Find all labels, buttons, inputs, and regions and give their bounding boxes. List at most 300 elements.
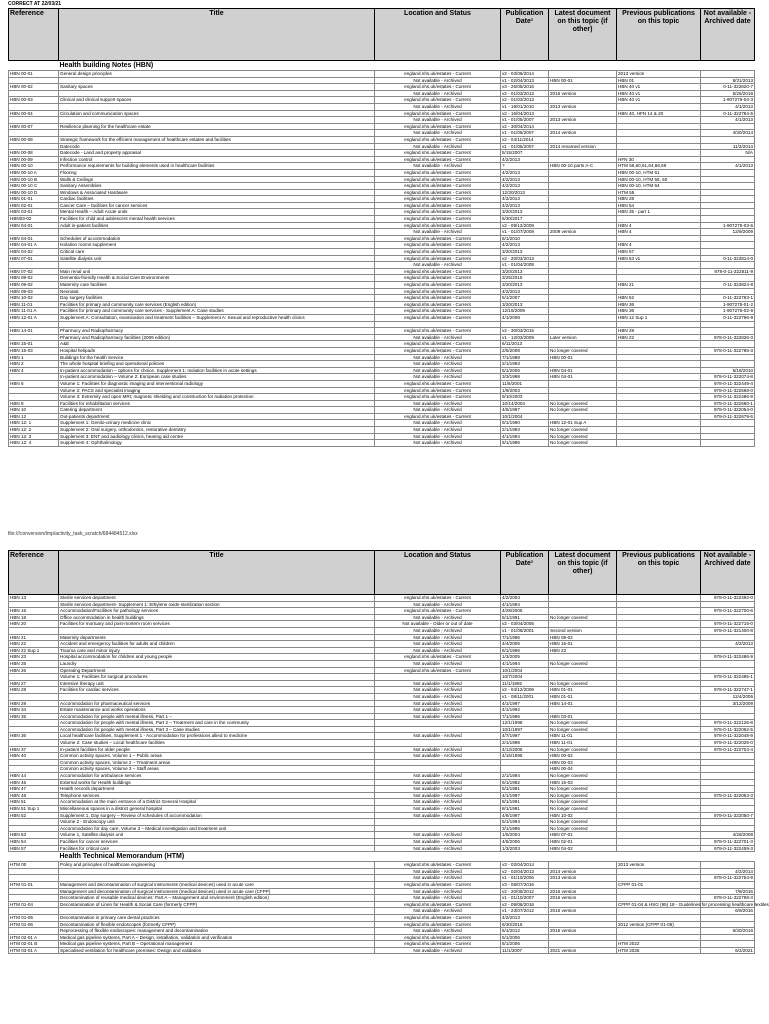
- cell-title: Accommodation for people with mental illness, Part 2 – Treatment and care in the community: [59, 720, 375, 727]
- cell-location: england.nhs.uk/estates - Current: [375, 84, 501, 91]
- cell-title: In-patient facilities for older people: [59, 746, 375, 753]
- cell-latest: 2013 version: [549, 103, 617, 110]
- cell-title: Decontamination of flexible endoscopes (formerly CFPP): [59, 921, 375, 928]
- cell-previous: [617, 341, 701, 348]
- cell-latest: No longer covered: [549, 825, 617, 832]
- cell-pubdate: 4/5/2006: [501, 838, 549, 845]
- cell-reference: HTM 01-05: [9, 914, 59, 921]
- cell-location: Not available - Archived: [375, 614, 501, 621]
- cell-latest: HBN 00-01: [549, 354, 617, 361]
- cell-location: Not available - Archived: [375, 407, 501, 414]
- cell-reference: HTM 01-06: [9, 921, 59, 928]
- cell-location: england.nhs.uk/estates - Current: [375, 209, 501, 216]
- cell-previous: [617, 150, 701, 157]
- cell-location: england.nhs.uk/estates - Current: [375, 881, 501, 888]
- cell-latest: [549, 288, 617, 295]
- cell-notavail: 7/8/2016: [701, 888, 755, 895]
- cell-notavail: 0-11-322784-5: [701, 110, 755, 117]
- cell-location: england.nhs.uk/estates - Current: [375, 387, 501, 394]
- cell-pubdate: v1 - 01/05/2007: [501, 143, 549, 150]
- cell-notavail: [701, 934, 755, 941]
- cell-reference: HBN 07-02: [9, 268, 59, 275]
- cell-location: england.nhs.uk/estates - Current: [375, 255, 501, 262]
- cell-pubdate: v2 - 30/03/2015: [501, 328, 549, 335]
- cell-notavail: [701, 713, 755, 720]
- cell-pubdate: 4/1/1992: [501, 707, 549, 714]
- cell-pubdate: 6/30/2017: [501, 216, 549, 223]
- cell-latest: No longer covered: [549, 720, 617, 727]
- cell-latest: [549, 156, 617, 163]
- table-row: [9, 136, 755, 143]
- cell-previous: [617, 621, 701, 628]
- cell-reference: [9, 740, 59, 747]
- cell-title: Specialised ventilation for healthcare premises: Design and validation: [59, 947, 375, 954]
- cell-notavail: 978-0-11-322486-9: [701, 654, 755, 661]
- cell-location: england.nhs.uk/estates - Current: [375, 595, 501, 602]
- cell-reference: [9, 321, 59, 328]
- cell-notavail: [701, 634, 755, 641]
- cell-title: Common activity spaces, Volume 1 – Public areas: [59, 753, 375, 760]
- cell-location: Not available - Archived: [375, 947, 501, 954]
- cell-location: england.nhs.uk/estates - Current: [375, 667, 501, 674]
- cell-title: [59, 130, 375, 137]
- table-row: [9, 103, 755, 110]
- cell-previous: [617, 654, 701, 661]
- cell-latest: [549, 295, 617, 302]
- cell-notavail: [701, 189, 755, 196]
- cell-notavail: 978-0-11-322050-7: [701, 812, 755, 819]
- cell-title: Performance requirements for building elements used in healthcare facilities: [59, 163, 375, 170]
- cell-previous: [617, 614, 701, 621]
- cell-notavail: [701, 169, 755, 176]
- cell-reference: HBN 00-10 B: [9, 176, 59, 183]
- table-row: [9, 921, 755, 928]
- cell-title: Supplement 1, Day surgery – Review of schedules of accommodation: [59, 812, 375, 819]
- cell-notavail: 978-0-11-322747-1: [701, 687, 755, 694]
- cell-reference: HBN 00-08: [9, 150, 59, 157]
- table-row: [9, 341, 755, 348]
- cell-reference: HBN 00-08: [9, 136, 59, 143]
- cell-latest: [549, 123, 617, 130]
- cell-reference: HTM 01-01: [9, 881, 59, 888]
- cell-reference: HBN 12: 1: [9, 420, 59, 427]
- cell-pubdate: v3 - 02/04/2014: [501, 862, 549, 869]
- cell-notavail: [701, 71, 755, 78]
- cell-reference: HBN 00-10 C: [9, 183, 59, 190]
- cell-location: Not available - Archived: [375, 143, 501, 150]
- cell-latest: HBN 04-02: [549, 845, 617, 852]
- cell-location: Not available - Archived: [375, 693, 501, 700]
- table-row: [9, 150, 755, 157]
- cell-reference: [9, 262, 59, 269]
- cell-location: Not available - Archived: [375, 792, 501, 799]
- cell-pubdate: v2 - 02/04/2013: [501, 868, 549, 875]
- table-row: [9, 308, 755, 315]
- cell-reference: HBN 22 Sup 1: [9, 647, 59, 654]
- table-row: [9, 413, 755, 420]
- cell-reference: HBN 04-01: [9, 222, 59, 229]
- cell-notavail: 978-0-11-322704-4: [701, 746, 755, 753]
- cell-latest: [549, 901, 617, 908]
- cell-pubdate: 11/1/2007: [501, 947, 549, 954]
- cell-pubdate: [501, 766, 549, 773]
- cell-pubdate: v1 - 19/01/2010: [501, 103, 549, 110]
- cell-location: england.nhs.uk/estates - Current: [375, 308, 501, 315]
- cell-pubdate: v1 - 08/11/2001: [501, 693, 549, 700]
- cell-pubdate: 4/4/2005: [501, 641, 549, 648]
- cell-title: Flooring: [59, 169, 375, 176]
- cell-location: Not available - Archived: [375, 361, 501, 368]
- cell-previous: HBN 35 - part 1: [617, 209, 701, 216]
- cell-previous: [617, 693, 701, 700]
- cell-previous: [617, 868, 701, 875]
- cell-pubdate: v1 - 23/07/2012: [501, 908, 549, 915]
- table-row: [9, 321, 755, 328]
- cell-location: Not available - Archived: [375, 838, 501, 845]
- table-row: [9, 347, 755, 354]
- cell-title: Policy and principles of healthcare engineering: [59, 862, 375, 869]
- cell-pubdate: v1 - 01/10/2007: [501, 895, 549, 902]
- cell-latest: HBN 01-01: [549, 687, 617, 694]
- cell-location: Not available - Archived: [375, 660, 501, 667]
- cell-title: Neonatal: [59, 288, 375, 295]
- cell-reference: HBN 00-03: [9, 97, 59, 104]
- table-row: [9, 693, 755, 700]
- cell-previous: [617, 420, 701, 427]
- cell-latest: Later version: [549, 334, 617, 341]
- table-row: [9, 202, 755, 209]
- cell-reference: HBN 57: [9, 845, 59, 852]
- cell-latest: 2014 renamed version: [549, 143, 617, 150]
- cell-title: Datecode - Land and property appraisal: [59, 150, 375, 157]
- cell-latest: [549, 601, 617, 608]
- cell-location: Not available - Archived: [375, 832, 501, 839]
- cell-location: england.nhs.uk/estates - Current: [375, 394, 501, 401]
- cell-pubdate: 8/1/1991: [501, 806, 549, 813]
- cell-latest: [549, 268, 617, 275]
- table-row: [9, 334, 755, 341]
- cell-title: Management and decontamination of surgical instruments (medical devices) used in acute care (CFPP): [59, 888, 375, 895]
- cell-latest: HBN 10-02: [549, 812, 617, 819]
- cell-previous: [617, 680, 701, 687]
- cell-previous: HBN 4: [617, 222, 701, 229]
- cell-latest: 2016 version: [549, 895, 617, 902]
- cell-latest: Second version: [549, 627, 617, 634]
- cell-reference: HBN 04-02: [9, 249, 59, 256]
- cell-location: england.nhs.uk/estates - Current: [375, 380, 501, 387]
- cell-location: england.nhs.uk/estates - Current: [375, 934, 501, 941]
- cell-notavail: [701, 328, 755, 335]
- cell-pubdate: v3 - 25/05/2016: [501, 84, 549, 91]
- cell-notavail: [701, 766, 755, 773]
- cell-title: Strategic framework for the efficient management of healthcare estates and facilities: [59, 136, 375, 143]
- cell-title: [59, 875, 375, 882]
- cell-latest: [549, 361, 617, 368]
- cell-location: [375, 674, 501, 681]
- cell-reference: HBN 45: [9, 779, 59, 786]
- cell-latest: [549, 216, 617, 223]
- cell-previous: [617, 136, 701, 143]
- cell-previous: [617, 792, 701, 799]
- cell-notavail: 978-0-11-322449-4: [701, 380, 755, 387]
- cell-reference: HBN 00-01: [9, 71, 59, 78]
- cell-title: Adult in-patient facilities: [59, 222, 375, 229]
- table-row: [9, 595, 755, 602]
- table-row: [9, 786, 755, 793]
- cell-notavail: 0-11-322820-7: [701, 84, 755, 91]
- cell-title: [59, 229, 375, 236]
- cell-location: Not available - Archived: [375, 354, 501, 361]
- cell-latest: HBN 00-10 parts A-C: [549, 163, 617, 170]
- cell-reference: HBN 11-01: [9, 301, 59, 308]
- cell-previous: [617, 235, 701, 242]
- cell-location: Not available - Archived: [375, 753, 501, 760]
- cell-previous: [617, 268, 701, 275]
- table-row: [9, 687, 755, 694]
- cell-previous: [617, 354, 701, 361]
- header-latest: Latest document on this topic (if other): [549, 551, 617, 595]
- cell-pubdate: 4/1/1994: [501, 660, 549, 667]
- table-row: [9, 387, 755, 394]
- cell-latest: 2016 version: [549, 888, 617, 895]
- cell-pubdate: 4/7/1997: [501, 733, 549, 740]
- cell-title: Maternity care facilities: [59, 282, 375, 289]
- cell-title: Catering department: [59, 407, 375, 414]
- cell-title: Supplement 2: Oral surgery, orthodontics, restorative dentistry: [59, 427, 375, 434]
- cell-pubdate: 4/2/2013: [501, 183, 549, 190]
- cell-previous: HTM 56,60,61,64,66,69: [617, 163, 701, 170]
- table-row: [9, 726, 755, 733]
- cell-pubdate: 4/1/1997: [501, 700, 549, 707]
- table-row: [9, 806, 755, 813]
- cell-pubdate: 6/1/2012: [501, 928, 549, 935]
- cell-pubdate: 2/5/2008: [501, 347, 549, 354]
- cell-notavail: [701, 361, 755, 368]
- cell-previous: HBN 28: [617, 196, 701, 203]
- cell-title: Schedules of accommodation: [59, 235, 375, 242]
- cell-reference: [9, 766, 59, 773]
- cell-reference: HBN 00-09: [9, 156, 59, 163]
- cell-latest: No longer covered: [549, 440, 617, 447]
- cell-pubdate: 1/9/2003: [501, 387, 549, 394]
- table-row: [9, 799, 755, 806]
- cell-reference: HBN 53: [9, 832, 59, 839]
- cell-notavail: [701, 941, 755, 948]
- cell-reference: HBN 23: [9, 654, 59, 661]
- cell-location: england.nhs.uk/estates - Current: [375, 608, 501, 615]
- cell-location: Not available - Archived: [375, 420, 501, 427]
- table-row: [9, 868, 755, 875]
- cell-latest: [549, 242, 617, 249]
- cell-previous: [617, 713, 701, 720]
- cell-reference: HBN 48: [9, 792, 59, 799]
- cell-previous: [617, 875, 701, 882]
- cell-pubdate: 9/1/1990: [501, 420, 549, 427]
- cell-title: Cardiac facilities: [59, 196, 375, 203]
- cell-pubdate: v1 - 01/05/2007: [501, 130, 549, 137]
- cell-latest: HBN 15-03: [549, 779, 617, 786]
- cell-reference: [9, 674, 59, 681]
- cell-reference: [9, 759, 59, 766]
- cell-latest: HBN 04-01: [549, 374, 617, 381]
- cell-notavail: [701, 262, 755, 269]
- cell-notavail: 978-0-11-322074-8: [701, 374, 755, 381]
- cell-reference: HBN 36: [9, 733, 59, 740]
- cell-latest: No longer covered: [549, 680, 617, 687]
- cell-previous: [617, 440, 701, 447]
- cell-title: Resilience planning for the healthcare estate: [59, 123, 375, 130]
- cell-location: Not available - Archived: [375, 433, 501, 440]
- cell-location: Not available - Archived: [375, 875, 501, 882]
- table-row: [9, 209, 755, 216]
- cell-title: [59, 627, 375, 634]
- cell-notavail: 4/2/2013: [701, 641, 755, 648]
- cell-reference: HBN 13: [9, 595, 59, 602]
- cell-latest: [549, 707, 617, 714]
- cell-location: Not available - Archived: [375, 262, 501, 269]
- cell-latest: HBN 14-01: [549, 700, 617, 707]
- cell-notavail: 978-0-11-322054-0: [701, 407, 755, 414]
- table-row: [9, 812, 755, 819]
- cell-notavail: [701, 242, 755, 249]
- cell-location: Not available - Archived: [375, 647, 501, 654]
- document-table-1: [8, 8, 755, 447]
- cell-title: Volume 1: Facilities for surgical procedures: [59, 674, 375, 681]
- cell-notavail: 978-0-11-322826-3: [701, 334, 755, 341]
- cell-notavail: [701, 707, 755, 714]
- cell-notavail: [701, 341, 755, 348]
- table-row: [9, 90, 755, 97]
- cell-notavail: [701, 862, 755, 869]
- cell-latest: [549, 595, 617, 602]
- cell-previous: 2012 version (CFPP 01-06): [617, 921, 701, 928]
- cell-previous: [617, 394, 701, 401]
- cell-pubdate: 10/1/2004: [501, 667, 549, 674]
- cell-notavail: 11/3/2014: [701, 143, 755, 150]
- cell-previous: [617, 275, 701, 282]
- cell-previous: HBN 40 v1: [617, 90, 701, 97]
- cell-location: Not available - Archived: [375, 888, 501, 895]
- table-row: [9, 667, 755, 674]
- cell-title: Supplement 4: Ophthalmology: [59, 440, 375, 447]
- cell-latest: No longer covered: [549, 786, 617, 793]
- cell-previous: [617, 130, 701, 137]
- cell-notavail: [701, 773, 755, 780]
- cell-location: Not available - Archived: [375, 440, 501, 447]
- cell-notavail: N/A: [701, 150, 755, 157]
- header-location: Location and Status: [375, 551, 501, 595]
- cell-reference: HBN 37: [9, 746, 59, 753]
- cell-notavail: 1-907275-04-3: [701, 97, 755, 104]
- cell-latest: [549, 301, 617, 308]
- cell-previous: [617, 216, 701, 223]
- cell-previous: HBN 53 v1: [617, 255, 701, 262]
- cell-notavail: 978-0-11-321400-8: [701, 627, 755, 634]
- cell-reference: HBN 02-01: [9, 202, 59, 209]
- cell-notavail: [701, 914, 755, 921]
- cell-title: Out-patients department: [59, 413, 375, 420]
- cell-pubdate: 9/10/2003: [501, 394, 549, 401]
- cell-notavail: 3/12/2009: [701, 700, 755, 707]
- cell-latest: [549, 314, 617, 321]
- cell-reference: HBN 03-01: [9, 209, 59, 216]
- table-row: [9, 216, 755, 223]
- cell-previous: [617, 812, 701, 819]
- cell-previous: HBN 01: [617, 77, 701, 84]
- cell-latest: [549, 255, 617, 262]
- cell-previous: [617, 726, 701, 733]
- cell-notavail: [701, 614, 755, 621]
- cell-latest: [549, 380, 617, 387]
- cell-pubdate: 10/14/2004: [501, 400, 549, 407]
- cell-notavail: [701, 235, 755, 242]
- cell-location: Not available - Archived: [375, 779, 501, 786]
- cell-location: Not available - Archived: [375, 845, 501, 852]
- cell-latest: HBN 00-02: [549, 753, 617, 760]
- cell-title: Isolation rooms supplement: [59, 242, 375, 249]
- cell-pubdate: 5/1/2006: [501, 934, 549, 941]
- table-row: [9, 275, 755, 282]
- table-row: [9, 123, 755, 130]
- cell-location: england.nhs.uk/estates - Current: [375, 196, 501, 203]
- table-row: [9, 753, 755, 760]
- cell-latest: [549, 222, 617, 229]
- table-row: [9, 766, 755, 773]
- cell-latest: HBN 11-01: [549, 740, 617, 747]
- cell-latest: [549, 189, 617, 196]
- cell-title: Maternity departments: [59, 634, 375, 641]
- cell-title: Satellite dialysis unit: [59, 255, 375, 262]
- table-row: [9, 862, 755, 869]
- cell-location: england.nhs.uk/estates - Current: [375, 183, 501, 190]
- cell-previous: [617, 288, 701, 295]
- cell-notavail: 978-0-11-322785-3: [701, 347, 755, 354]
- cell-latest: [549, 150, 617, 157]
- cell-latest: 2021 version: [549, 947, 617, 954]
- header-title: Title: [59, 551, 375, 595]
- cell-title: Volume 3: Extremity and open MRI; magnetic shielding and construction for radiation protection: [59, 394, 375, 401]
- cell-title: Common activity spaces, Volume 2 – Treatment areas: [59, 759, 375, 766]
- cell-previous: HBN 40, HFN 14 & 20: [617, 110, 701, 117]
- cell-previous: [617, 387, 701, 394]
- table-row: [9, 407, 755, 414]
- cell-notavail: [701, 196, 755, 203]
- cell-pubdate: 3/25/2015: [501, 275, 549, 282]
- cell-notavail: 978-0-11-322700-6: [701, 608, 755, 615]
- cell-reference: HBN 26: [9, 667, 59, 674]
- cell-location: Not available - Archived: [375, 627, 501, 634]
- cell-previous: 2013 version: [617, 71, 701, 78]
- cell-notavail: 978-0-11-322062-5: [701, 726, 755, 733]
- cell-reference: HBN 15-01: [9, 341, 59, 348]
- cell-latest: [549, 674, 617, 681]
- cell-pubdate: v1 - 01/04/2008: [501, 262, 549, 269]
- cell-location: [375, 825, 501, 832]
- cell-notavail: [701, 799, 755, 806]
- cell-location: england.nhs.uk/estates - Current: [375, 268, 501, 275]
- cell-previous: [617, 753, 701, 760]
- table-row: [9, 614, 755, 621]
- table-row: [9, 97, 755, 104]
- cell-title: Windows & Associated Hardware: [59, 189, 375, 196]
- cell-notavail: 6/2/2021: [701, 947, 755, 954]
- cell-notavail: 1-907275-03-6: [701, 222, 755, 229]
- cell-latest: [549, 196, 617, 203]
- table-row: [9, 433, 755, 440]
- cell-previous: [617, 347, 701, 354]
- cell-pubdate: v2 - 20/05/2012: [501, 888, 549, 895]
- cell-notavail: 4/28/2008: [701, 832, 755, 839]
